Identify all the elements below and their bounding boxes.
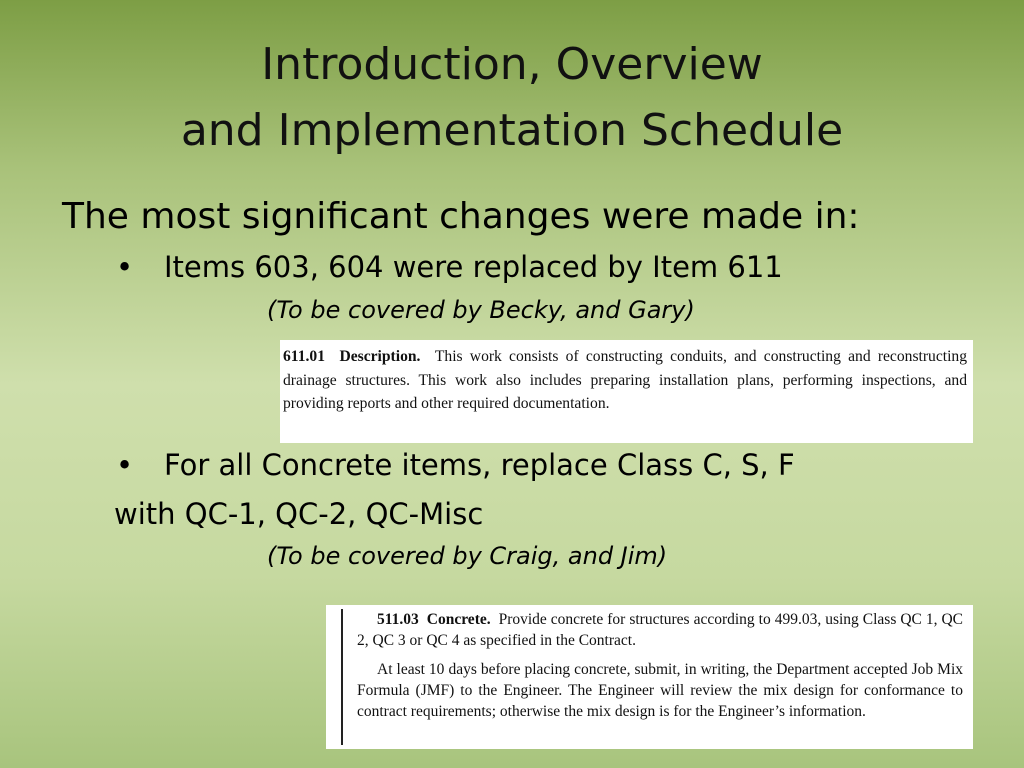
- bullet-icon: •: [116, 448, 134, 482]
- excerpt-611-paragraph: [283, 345, 967, 416]
- bullet-item-concrete: [116, 448, 795, 482]
- bullet-icon: •: [116, 250, 134, 284]
- excerpt-511-text-1: Provide concrete for structures according to 499.03, using Class QC 1, QC 2, QC 3 or QC 4 as specified in the Contract.: [357, 611, 964, 649]
- excerpt-511-paragraph-1: [357, 609, 963, 651]
- spec-excerpt-611: [280, 340, 973, 443]
- spec-excerpt-511: [326, 605, 973, 749]
- slide-title-line-1: Introduction, Overview: [261, 39, 763, 90]
- bullet-item-611: [116, 250, 783, 284]
- excerpt-511-heading: Concrete.: [426, 611, 491, 628]
- excerpt-611-heading: Description.: [339, 348, 421, 365]
- bullet-text: Items 603, 604 were replaced by Item 611: [164, 250, 783, 284]
- presenter-note-1: (To be covered by Becky, and Gary): [267, 296, 695, 324]
- excerpt-611-body: This work consists of constructing conduits, and constructing and reconstructing drainage structures. This work also includes preparing installation plans, performing inspections, and providing reports and other required documentation.: [283, 348, 968, 412]
- excerpt-511-number: 511.03: [377, 611, 419, 628]
- bullet-text-line-2: with QC-1, QC-2, QC-Misc: [114, 497, 484, 531]
- slide-title: [0, 32, 1024, 164]
- slide-title-line-2: and Implementation Schedule: [180, 105, 844, 156]
- revision-bar: [341, 609, 343, 745]
- presenter-note-2: (To be covered by Craig, and Jim): [267, 542, 668, 570]
- excerpt-511-paragraph-2: At least 10 days before placing concrete, submit, in writing, the Department accepted Job Mix Formula (JMF) to the Engineer. The Engineer will review the mix design for conformance to contract requirements; otherwise the mix design is for the Engineer’s information.: [357, 661, 963, 720]
- bullet-text-line-1: For all Concrete items, replace Class C, S, F: [164, 448, 795, 482]
- excerpt-611-number: 611.01: [283, 348, 326, 365]
- intro-text: The most significant changes were made in:: [62, 196, 860, 237]
